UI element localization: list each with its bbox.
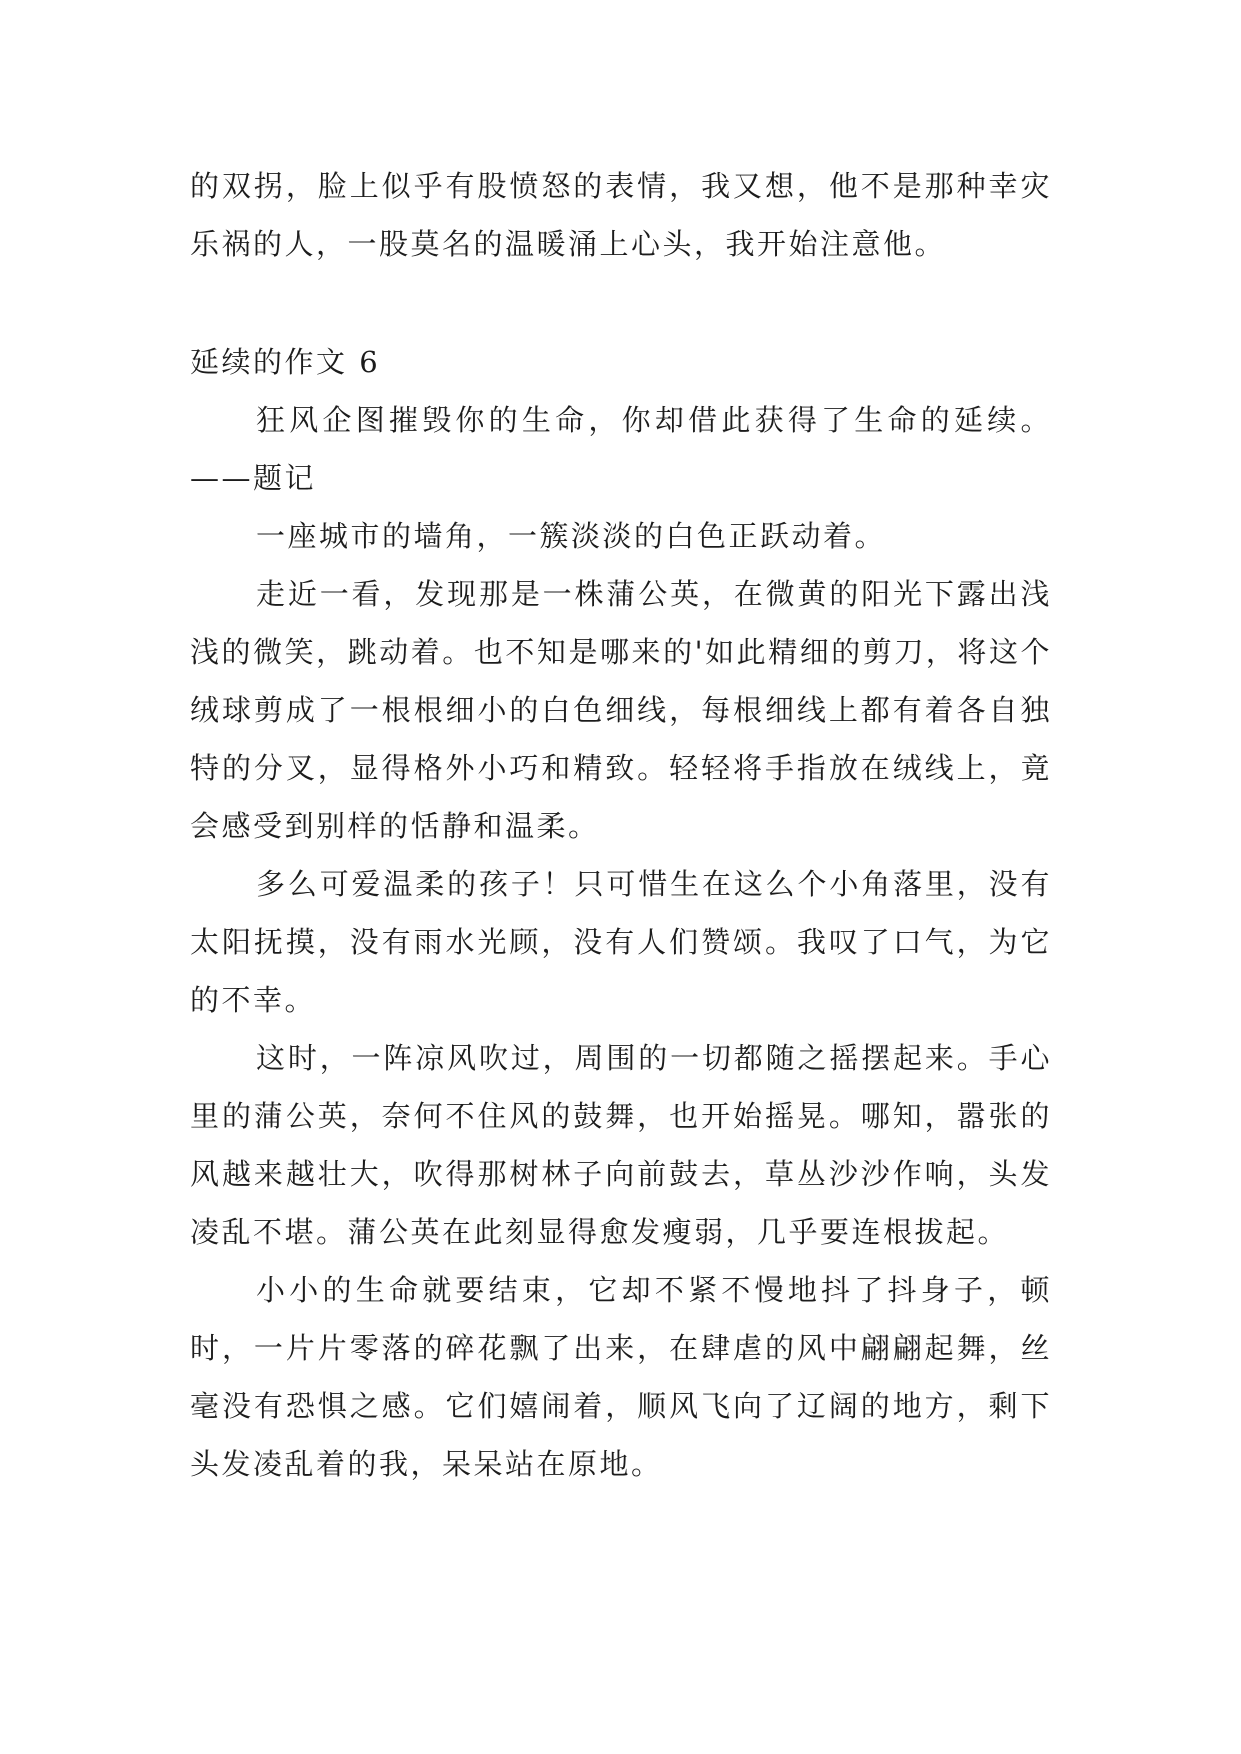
essay-paragraph: 多么可爱温柔的孩子！只可惜生在这么个小角落里，没有太阳抚摸，没有雨水光顾，没有人们赞颂。我叹了口气，为它的不幸。 bbox=[190, 867, 1052, 1017]
essay-paragraph: 走近一看，发现那是一株蒲公英，在微黄的阳光下露出浅浅的微笑，跳动着。也不知是哪来的'如此精细的剪刀，将这个绒球剪成了一根根细小的白色细线，每根细线上都有着各自独特的分叉，显得格外小巧和精致。轻轻将手指放在绒线上，竟会感受到别样的恬静和温柔。 bbox=[190, 577, 1052, 843]
essay-paragraph: 小小的生命就要结束，它却不紧不慢地抖了抖身子，顿时，一片片零落的碎花飘了出来，在肆虐的风中翩翩起舞，丝毫没有恐惧之感。它们嬉闹着，顺风飞向了辽阔的地方，剩下头发凌乱着的我，呆呆站在原地。 bbox=[190, 1273, 1052, 1481]
essay-section bbox=[190, 333, 1052, 1493]
continuation-paragraph: 的双拐，脸上似乎有股愤怒的表情，我又想，他不是那种幸灾乐祸的人，一股莫名的温暖涌上心头，我开始注意他。 bbox=[190, 169, 1052, 261]
essay-epigraph: 狂风企图摧毁你的生命，你却借此获得了生命的延续。——题记 bbox=[190, 403, 1052, 495]
essay-paragraph: 这时，一阵凉风吹过，周围的一切都随之摇摆起来。手心里的蒲公英，奈何不住风的鼓舞，也开始摇晃。哪知，嚣张的风越来越壮大，吹得那树林子向前鼓去，草丛沙沙作响，头发凌乱不堪。蒲公英在此刻显得愈发瘦弱，几乎要连根拔起。 bbox=[190, 1041, 1052, 1249]
essay-paragraph: 一座城市的墙角，一簇淡淡的白色正跃动着。 bbox=[256, 519, 887, 553]
intro-section bbox=[190, 157, 1052, 273]
essay-title: 延续的作文 6 bbox=[190, 345, 381, 379]
